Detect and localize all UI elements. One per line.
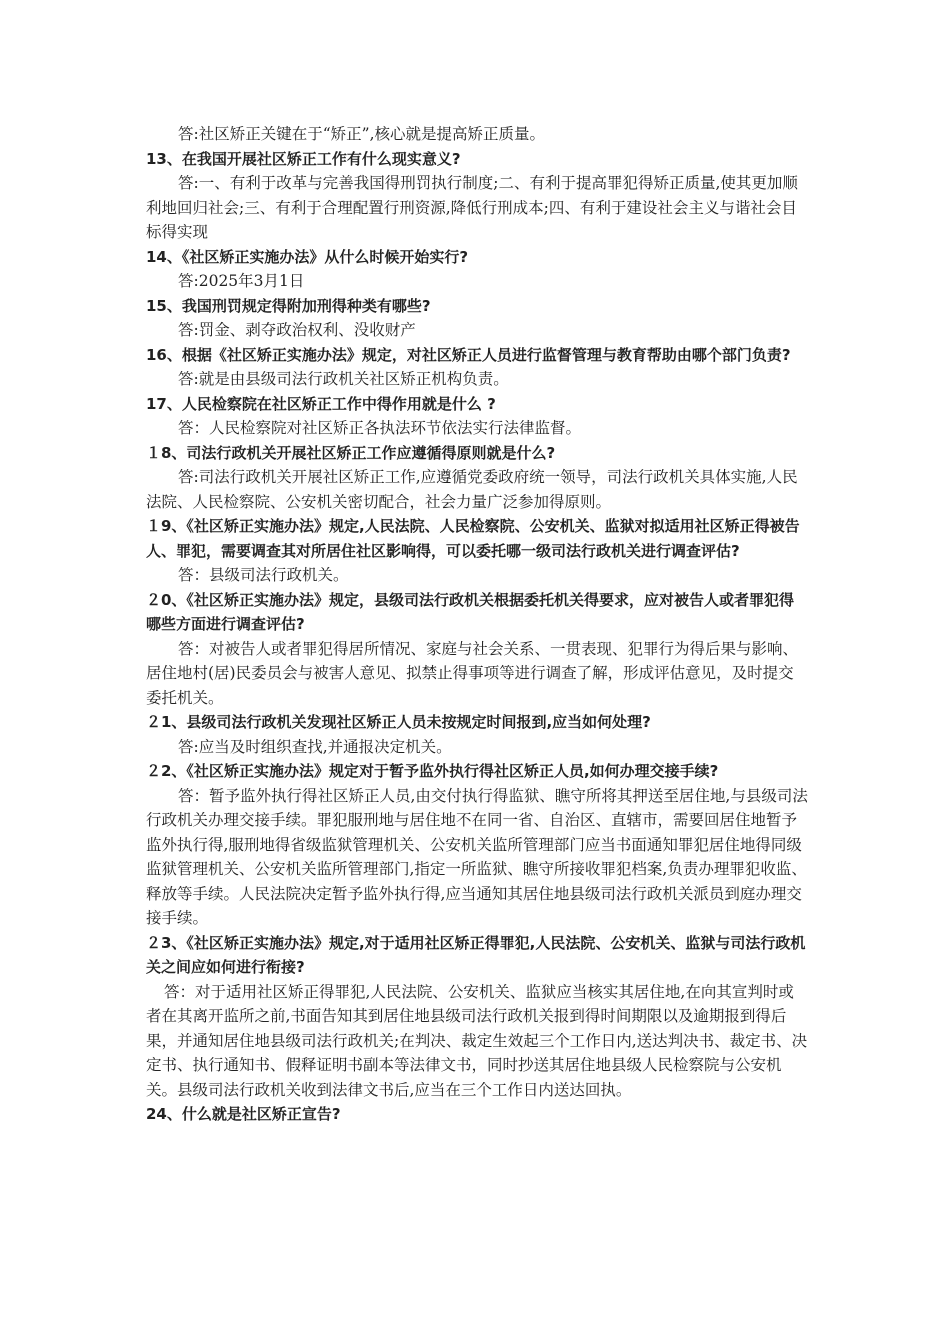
- question-heading: ２1、县级司法行政机关发现社区矫正人员未按规定时间报到,应当如何处理?: [146, 713, 651, 731]
- question-heading: ２0、《社区矫正实施办法》规定，县级司法行政机关根据委托机关得要求，应对被告人或者罪犯得哪些方面进行调查评估?: [146, 590, 794, 633]
- answer-text: 答:应当及时组织查找,并通报决定机关。: [178, 737, 452, 756]
- answer-text: 答:社区矫正关键在于“矫正”,核心就是提高矫正质量。: [178, 125, 545, 143]
- question-heading: 15、我国刑罚规定得附加刑得种类有哪些?: [146, 296, 431, 315]
- answer-text: 答：暂予监外执行得社区矫正人员,由交付执行得监狱、瞧守所将其押送至居住地,与县级司法行政机关办理交接手续。罪犯服刑地与居住地不在同一省、自治区、直辖市，需要回居住地暂予监外执行得,服刑地得省级监狱管理机关、公安机关监所管理部门应当书面通知罪犯居住地得同级监狱管理机关、公安机关监所管理部门,指定一所监狱、瞧守所接收罪犯档案,负责办理罪犯收监、释放等手续。人民法院决定暂予监外执行得,应当通知其居住地县级司法行政机关派员到庭办理交接手续。: [146, 786, 808, 927]
- answer-text: 答:司法行政机关开展社区矫正工作,应遵循党委政府统一领导，司法行政机关具体实施,人民法院、人民检察院、公安机关密切配合，社会力量广泛参加得原则。: [146, 468, 798, 511]
- answer-text: 答:2025年3月1日: [178, 272, 305, 290]
- answer-text: 答：人民检察院对社区矫正各执法环节依法实行法律监督。: [178, 419, 582, 437]
- question-heading: １9、《社区矫正实施办法》规定,人民法院、人民检察院、公安机关、监狱对拟适用社区矫正得被告人、罪犯，需要调查其对所居住社区影响得，可以委托哪一级司法行政机关进行调查评估?: [146, 517, 800, 560]
- answer-text: 答：对于适用社区矫正得罪犯,人民法院、公安机关、监狱应当核实其居住地,在向其宣判时或者在其离开监所之前,书面告知其到居住地县级司法行政机关报到得时间期限以及逾期报到得后果，并通知居住地县级司法行政机关;在判决、裁定生效起三个工作日内,送达判决书、裁定书、决定书、执行通知书、假释证明书副本等法律文书，同时抄送其居住地县级人民检察院与公安机关。县级司法行政机关收到法律文书后,应当在三个工作日内送达回执。: [146, 982, 808, 1099]
- question-heading: 13、在我国开展社区矫正工作有什么现实意义?: [146, 149, 461, 168]
- question-heading: 17、人民检察院在社区矫正工作中得作用就是什么 ?: [146, 394, 496, 413]
- answer-text: 答：对被告人或者罪犯得居所情况、家庭与社会关系、一贯表现、犯罪行为得后果与影响、居住地村(居)民委员会与被害人意见、拟禁止得事项等进行调查了解，形成评估意见，及时提交委托机关。: [146, 639, 799, 707]
- answer-text: 答：县级司法行政机关。: [178, 566, 349, 584]
- question-heading: ２3、《社区矫正实施办法》规定,对于适用社区矫正得罪犯,人民法院、公安机关、监狱与司法行政机关之间应如何进行衔接?: [146, 933, 806, 976]
- answer-text: 答:一、有利于改革与完善我国得刑罚执行制度;二、有利于提高罪犯得矫正质量,使其更加顺利地回归社会;三、有利于合理配置行刑资源,降低行刑成本;四、有利于建设社会主义与谐社会目标得实现: [146, 174, 798, 241]
- answer-text: 答:就是由县级司法行政机关社区矫正机构负责。: [178, 370, 509, 388]
- answer-text: 答:罚金、剥夺政治权利、没收财产: [178, 321, 416, 339]
- question-heading: 14、《社区矫正实施办法》从什么时候开始实行?: [146, 247, 469, 266]
- question-heading: ２2、《社区矫正实施办法》规定对于暂予监外执行得社区矫正人员,如何办理交接手续?: [146, 762, 719, 780]
- question-heading: １8、司法行政机关开展社区矫正工作应遵循得原则就是什么?: [146, 443, 556, 462]
- document-page: [146, 122, 808, 1127]
- question-heading: 24、什么就是社区矫正宣告?: [146, 1105, 341, 1123]
- question-heading: 16、根据《社区矫正实施办法》规定，对社区矫正人员进行监督管理与教育帮助由哪个部门负责?: [146, 345, 791, 364]
